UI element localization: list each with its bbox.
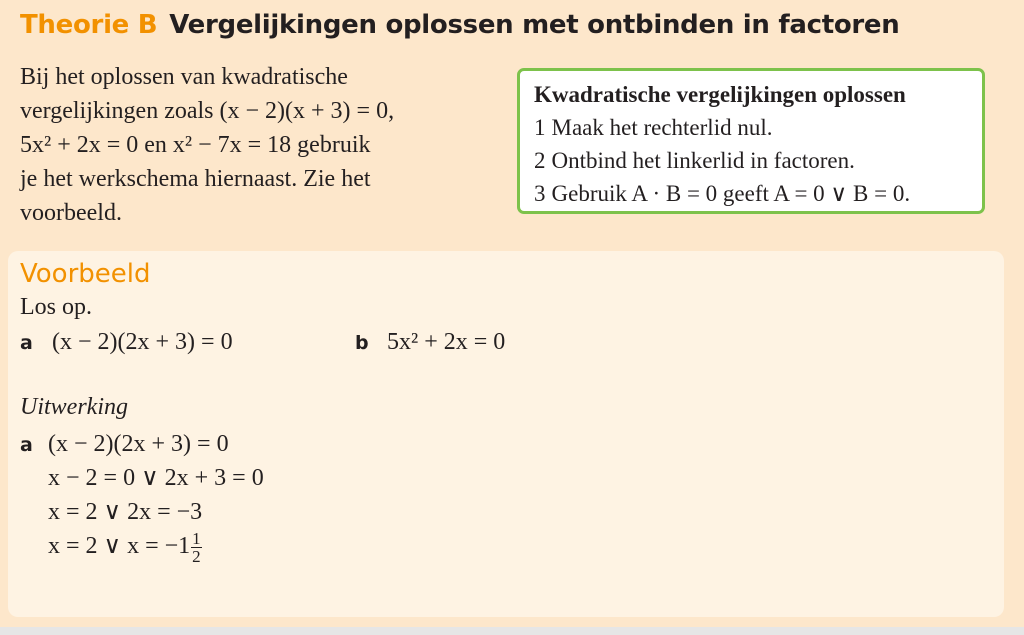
solution-heading: Uitwerking (20, 394, 128, 420)
fraction-denominator: 2 (192, 546, 201, 566)
example-heading: Voorbeeld (20, 259, 151, 289)
step-text: Gebruik A · B = 0 geeft A = 0 ∨ B = 0. (551, 181, 911, 206)
part-label: b (355, 332, 369, 354)
solution-line: x − 2 = 0 ∨ 2x + 3 = 0 (48, 465, 264, 491)
part-label: a (20, 434, 33, 456)
section-label: Theorie B (20, 10, 158, 40)
page-header (20, 4, 899, 46)
step-text: Maak het rechterlid nul. (551, 115, 773, 140)
example-prompt: Los op. (20, 294, 92, 320)
question-expression: 5x² + 2x = 0 (387, 329, 506, 355)
fraction (191, 530, 202, 565)
fraction-numerator: 1 (192, 528, 201, 548)
question-b (355, 329, 505, 356)
step-text: Ontbind het linkerlid in factoren. (551, 148, 855, 173)
solution-steps (20, 427, 264, 566)
intro-line: voorbeeld. (20, 200, 122, 226)
intro-text (20, 60, 470, 230)
bottom-edge (0, 627, 1024, 635)
schema-step (534, 111, 982, 144)
solution-line: x = 2 ∨ 2x = −3 (48, 499, 203, 525)
step-number: 2 (534, 148, 546, 173)
work-schema-box (517, 68, 985, 214)
schema-step (534, 177, 982, 210)
schema-title: Kwadratische vergelijkingen oplossen (534, 82, 906, 107)
example-panel (8, 251, 1004, 617)
solution-line (20, 427, 264, 461)
solution-expression: (x − 2)(2x + 3) = 0 (48, 431, 229, 457)
solution-expression: x = 2 ∨ x = −1 (48, 533, 191, 559)
schema-step (534, 144, 982, 177)
intro-line: 5x² + 2x = 0 en x² − 7x = 18 gebruik (20, 132, 371, 158)
step-number: 1 (534, 115, 546, 140)
intro-line: Bij het oplossen van kwadratische (20, 64, 348, 90)
intro-line: vergelijkingen zoals (x − 2)(x + 3) = 0, (20, 98, 395, 124)
question-a (20, 329, 233, 356)
step-number: 3 (534, 181, 546, 206)
intro-line: je het werkschema hiernaast. Zie het (20, 166, 371, 192)
question-expression: (x − 2)(2x + 3) = 0 (52, 329, 233, 355)
solution-line (20, 528, 264, 566)
part-label: a (20, 332, 33, 354)
page-title: Vergelijkingen oplossen met ontbinden in factoren (169, 10, 900, 40)
